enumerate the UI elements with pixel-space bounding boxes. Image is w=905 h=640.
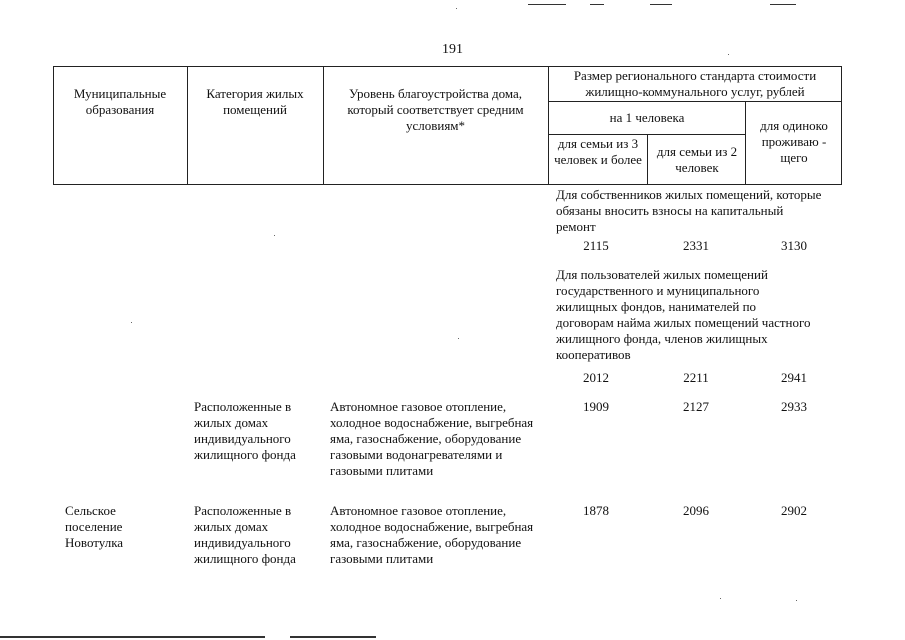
scan-speck bbox=[456, 8, 457, 9]
page-number: 191 bbox=[442, 42, 463, 57]
users-value-single: 2941 bbox=[781, 370, 807, 385]
row-1-category: Расположенные в жилых домах индивидуального жилищного фонда bbox=[194, 399, 296, 462]
users-value-family2: 2211 bbox=[683, 370, 709, 385]
table-right-border bbox=[841, 66, 842, 184]
table-left-border bbox=[53, 66, 54, 184]
row-2-level: Автономное газовое отопление, холодное водоснабжение, выгребная яма, газоснабжение, оборудование газовыми плитами bbox=[330, 503, 534, 566]
header-family2: для семьи из 2 человек bbox=[656, 144, 738, 175]
users-value-family3: 2012 bbox=[583, 370, 609, 385]
scan-artifact-top-4 bbox=[770, 4, 796, 5]
scan-speck bbox=[796, 600, 797, 601]
owners-value-family2: 2331 bbox=[683, 238, 709, 253]
header-single: для одиноко проживаю - щего bbox=[760, 118, 828, 165]
column-divider-4 bbox=[647, 134, 648, 184]
header-category: Категория жилых помещений bbox=[206, 86, 304, 117]
row-2-value-family3: 1878 bbox=[583, 503, 609, 518]
table-header-bottom-border bbox=[53, 184, 842, 185]
column-divider-2 bbox=[323, 66, 324, 184]
row-1-value-family3: 1909 bbox=[583, 399, 609, 414]
scan-speck bbox=[720, 598, 721, 599]
header-divider-standard bbox=[548, 101, 842, 102]
scan-artifact-top-3 bbox=[650, 4, 672, 5]
header-level: Уровень благоустройства дома, который соответствует средним условиям* bbox=[347, 86, 524, 133]
scan-artifact-top-2 bbox=[590, 4, 604, 5]
scan-speck bbox=[274, 235, 275, 236]
users-note: Для пользователей жилых помещений государственного и муниципального жилищных фондов, нанимателей по договорам найма жилых помещений частного жилищного фонда, членов жилищных кооперативов bbox=[556, 267, 811, 362]
row-2-value-single: 2902 bbox=[781, 503, 807, 518]
header-per-person: на 1 человека bbox=[609, 110, 685, 125]
column-divider-5 bbox=[745, 101, 746, 184]
row-2-municipality: Сельское поселение Новотулка bbox=[65, 503, 124, 550]
table-top-border bbox=[53, 66, 842, 67]
header-family3: для семьи из 3 человек и более bbox=[554, 136, 642, 167]
scan-artifact-bottom-1 bbox=[0, 636, 265, 638]
row-1-value-family2: 2127 bbox=[683, 399, 709, 414]
column-divider-1 bbox=[187, 66, 188, 184]
owners-note: Для собственников жилых помещений, которые обязаны вносить взносы на капитальный ремонт bbox=[556, 187, 822, 234]
scan-artifact-top-1 bbox=[528, 4, 566, 5]
scan-artifact-bottom-2 bbox=[290, 636, 376, 638]
column-divider-3 bbox=[548, 66, 549, 184]
row-2-category: Расположенные в жилых домах индивидуального жилищного фонда bbox=[194, 503, 296, 566]
header-municipality: Муниципальные образования bbox=[73, 86, 167, 117]
owners-value-single: 3130 bbox=[781, 238, 807, 253]
scan-speck bbox=[458, 338, 459, 339]
header-standard: Размер регионального стандарта стоимости жилищно-коммунального услуг, рублей bbox=[573, 68, 817, 99]
row-1-level: Автономное газовое отопление, холодное водоснабжение, выгребная яма, газоснабжение, оборудование газовыми водонагревателями и газовыми плитами bbox=[330, 399, 534, 478]
owners-value-family3: 2115 bbox=[583, 238, 609, 253]
row-2-value-family2: 2096 bbox=[683, 503, 709, 518]
scan-speck bbox=[131, 322, 132, 323]
row-1-value-single: 2933 bbox=[781, 399, 807, 414]
